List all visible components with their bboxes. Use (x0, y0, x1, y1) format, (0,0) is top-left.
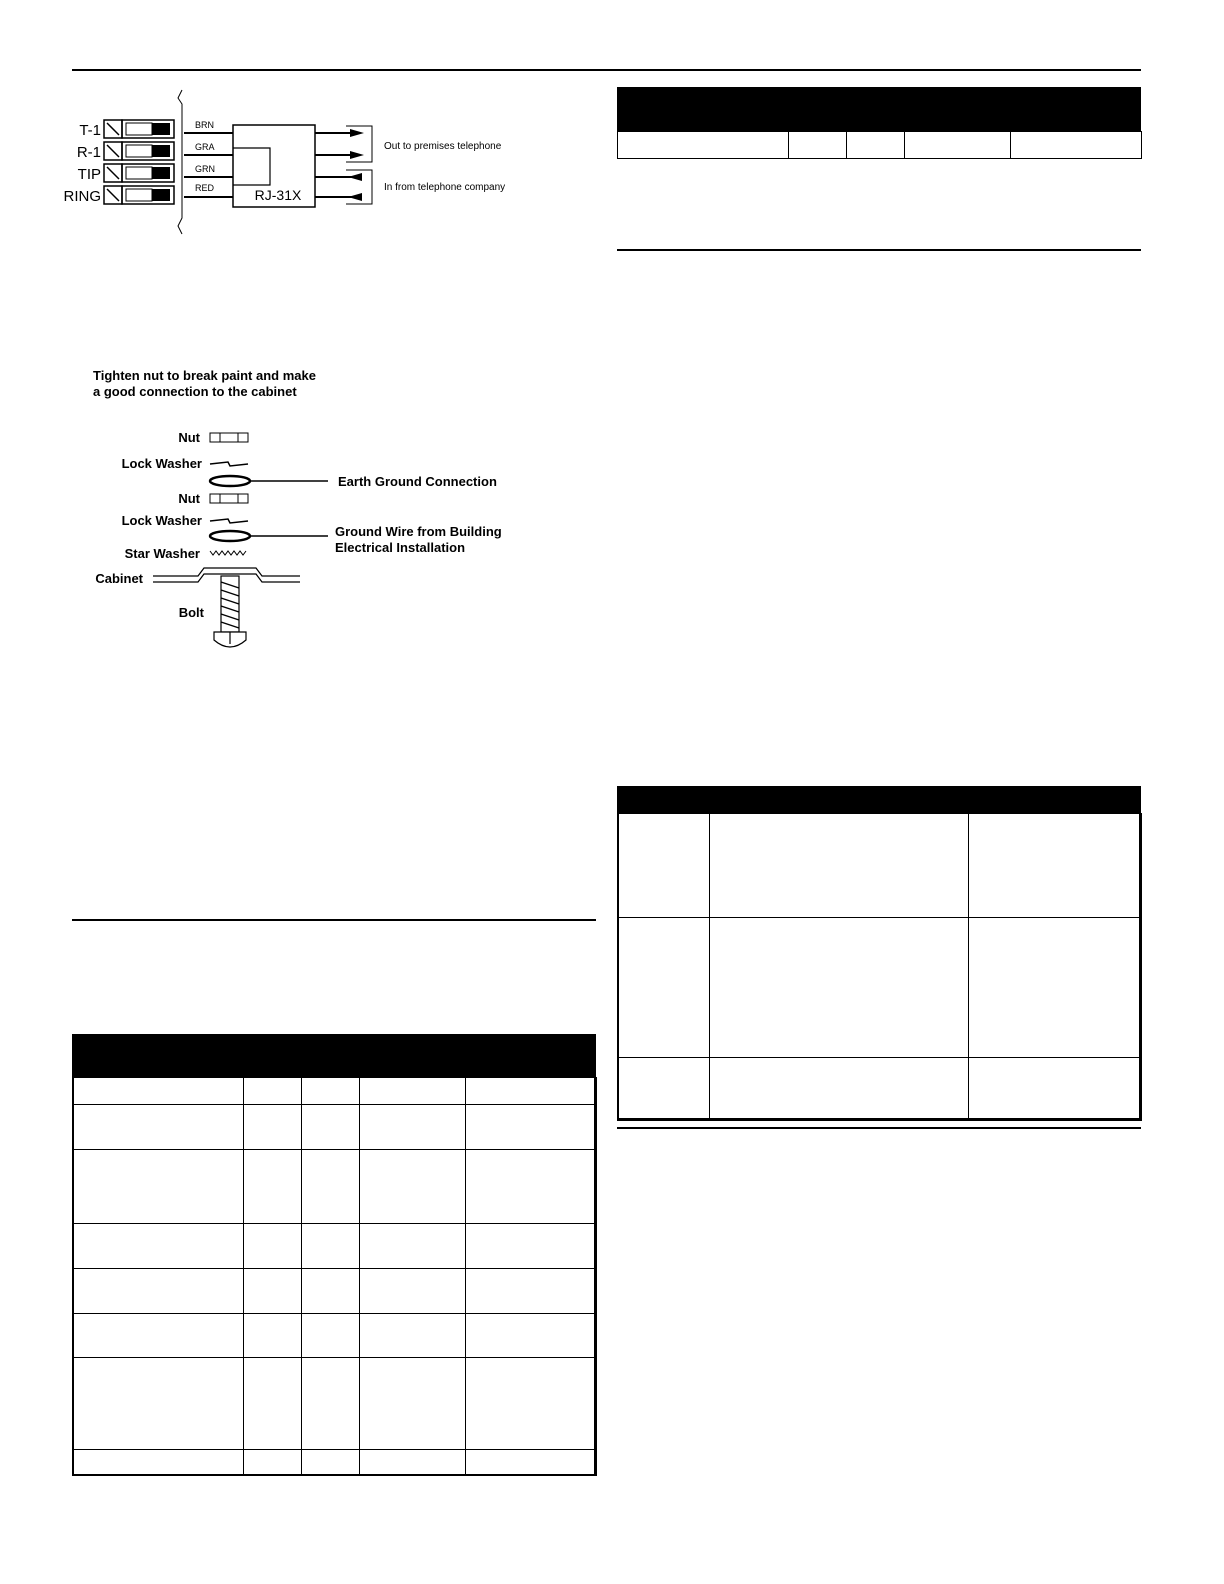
rj31x-label: RJ-31X (254, 187, 302, 203)
table-row (618, 1058, 1142, 1121)
ground-title-line1: Tighten nut to break paint and make (93, 368, 316, 383)
table-row (73, 1314, 597, 1358)
star-washer (210, 551, 246, 555)
table-row (618, 814, 1142, 918)
label-nut-mid: Nut (178, 491, 200, 506)
wire-color-brn: BRN (195, 120, 215, 130)
earth-ground-ring (210, 476, 250, 486)
label-nut-top: Nut (178, 430, 200, 445)
bolt (214, 576, 246, 647)
wire-color-gra: GRA (195, 142, 215, 152)
terminal-label-tip: TIP (77, 166, 101, 183)
wire-color-red: RED (195, 183, 215, 193)
label-bolt: Bolt (178, 605, 204, 620)
label-star-washer: Star Washer (124, 546, 200, 561)
label-ground-wire-line2: Electrical Installation (335, 540, 466, 555)
table-row (73, 1269, 597, 1314)
table-row (73, 1105, 597, 1150)
right-section-rule-1 (617, 249, 1141, 251)
label-cabinet: Cabinet (95, 571, 143, 586)
label-lock-washer-top: Lock Washer (121, 456, 202, 471)
terminal-label-ring: RING (63, 188, 101, 205)
wire-color-grn: GRN (195, 164, 215, 174)
terminal-label-t1: T-1 (79, 122, 101, 139)
rj31x-wiring-diagram (60, 84, 530, 240)
table-row (73, 1150, 597, 1224)
right-top-table-header (617, 87, 1141, 131)
label-lock-washer-mid: Lock Washer (121, 513, 202, 528)
label-earth-ground: Earth Ground Connection (338, 474, 497, 489)
top-rule (72, 69, 1141, 71)
table-row (618, 132, 1142, 159)
lock-washer-top (210, 462, 248, 466)
earth-ground-diagram (80, 364, 520, 654)
nut-mid (210, 494, 248, 503)
left-section-rule (72, 919, 596, 921)
terminal-block (104, 120, 174, 204)
table-row (73, 1078, 597, 1105)
lock-washer-mid (210, 519, 248, 523)
table-row (618, 918, 1142, 1058)
right-top-table (617, 131, 1142, 159)
label-ground-wire-line1: Ground Wire from Building (335, 524, 502, 539)
building-ground-ring (210, 531, 250, 541)
terminal-label-r1: R-1 (76, 144, 101, 161)
table-row (73, 1450, 597, 1476)
break-line (178, 90, 182, 234)
left-table (72, 1077, 597, 1476)
right-lower-table (617, 813, 1142, 1121)
table-row (73, 1224, 597, 1269)
ground-title-line2: a good connection to the cabinet (93, 384, 297, 399)
table-row (73, 1358, 597, 1450)
out-to-premises-label: Out to premises telephone (384, 141, 502, 152)
in-from-telco-label: In from telephone company (384, 182, 506, 193)
right-section-rule-2 (617, 1127, 1141, 1129)
nut-top (210, 433, 248, 442)
